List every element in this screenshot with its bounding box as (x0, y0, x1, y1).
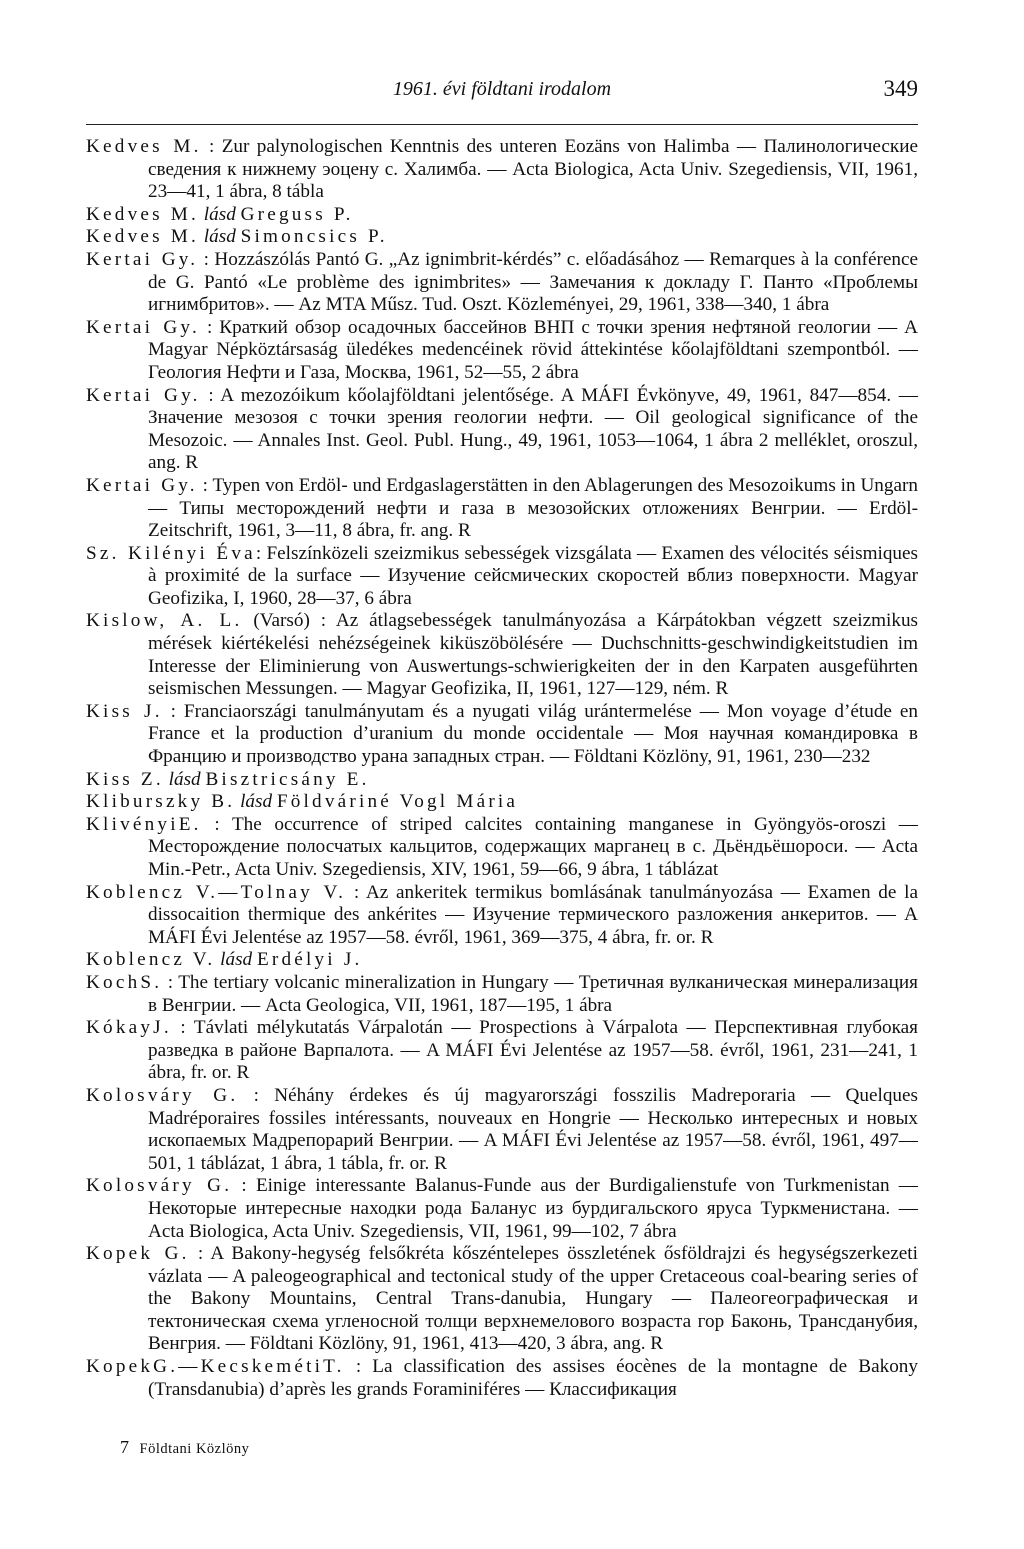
entry-reference-author: Simoncsics P. (240, 226, 388, 248)
entry-reference-author: Erdélyi J. (256, 949, 363, 971)
page-footer (120, 1437, 249, 1458)
entry-author: Kiss J. (86, 700, 163, 722)
entry-author: KókayJ. (86, 1017, 172, 1039)
entry-see-also: lásd (235, 791, 277, 813)
entry-see-also: lásd (199, 226, 241, 248)
bibliography-entry (86, 226, 918, 249)
bibliography-entry (86, 249, 918, 317)
entry-reference-author: Greguss P. (240, 203, 354, 225)
bibliography-entry (86, 882, 918, 950)
entry-text: : Felszínközeli szeizmikus sebességek vizsgálata — Examen des vélocités séismiques à proximité de la surface — Изучение сейсмических скоростей вблиз поверхности. Magyar Geofizika, I, 1960, 28—37, 6 ábra (148, 542, 919, 609)
entry-text: : Távlati mélykutatás Várpalotán — Prospections à Várpalota — Перспективная глубокая разведка в районе Варпалота. — A MÁFI Évi Jelentése az 1957—58. évről, 1961, 231—241, 1 ábra, fr. or. R (148, 1017, 918, 1084)
page-number: 349 (883, 76, 918, 101)
bibliography-entry (86, 814, 918, 882)
entry-author: KochS. (86, 971, 163, 993)
entry-text: : Néhány érdekes és új magyarországi fosszilis Madreporaria — Quelques Madréporaires fossiles intéressants, nouveaux en Hongrie — Несколько интересных и новых ископаемых Мадрепорарий Венгрии. — A MÁFI Évi Jelentése az 1957—58. évről, 1961, 497—501, 1 táblázat, 1 ábra, 1 tábla, fr. or. R (148, 1084, 918, 1174)
entry-text: : The occurrence of striped calcites containing manganese in Gyöngyös-oroszi — Месторождение полосчатых кальцитов, содержащих марганец в с. Дьëндьëшороси. — Acta Min.-Petr., Acta Univ. Szegediensis, XIV, 1961, 59—66, 9 ábra, 1 táblázat (148, 813, 918, 880)
footer-journal: Földtani Közlöny (139, 1441, 250, 1457)
entry-author: Kliburszky B. (86, 791, 236, 813)
entry-text: : A mezozóikum kőolajföldtani jelentősége. A MÁFI Évkönyve, 49, 1961, 847—854. — Значение мезозоя с точки зрения геологии нефти. — Oil geological significance of the Mesozoic. — Annales Inst. Geol. Publ. Hung., 49, 1961, 1053—1064, 1 ábra 2 melléklet, oroszul, ang. R (148, 384, 918, 474)
bibliography-entry (86, 317, 918, 385)
entry-author: Kiss Z. (86, 768, 164, 790)
entry-author: KlivényiE. (86, 813, 202, 835)
entry-text: : A Bakony-hegység felsőkréta kőszéntelepes összletének ősföldrajzi és hegységszerkezeti vázlata — A paleogeographical and tectonical study of the upper Cretaceous coal-bearing series of the Bakony Mountains, Central Trans-danubia, Hungary — Палеогеографическая и тектоническая схема угленосной толщи верхнемелового возраста гор Баконь, Трансданубия, Венгрия. — Földtani Közlöny, 91, 1961, 413—420, 3 ábra, ang. R (148, 1243, 918, 1355)
entry-author: Koblencz V.—Tolnay V. (86, 881, 347, 903)
page-header (86, 64, 918, 125)
bibliography-list (86, 136, 918, 1401)
entry-author: Kopek G. (86, 1243, 190, 1265)
bibliography-entry (86, 1356, 918, 1401)
signature-mark: 7 (120, 1437, 130, 1457)
bibliography-entry (86, 791, 918, 814)
entry-author: Kolosváry G. (86, 1175, 233, 1197)
entry-text: : Einige interessante Balanus-Funde aus der Burdigalienstufe von Turkmenistan — Некоторые интересные находки рода Баланус из бурдигальского яруса Туркменистана. — Acta Biologica, Acta Univ. Szegediensis, VII, 1961, 99—102, 7 ábra (148, 1175, 918, 1242)
page (86, 64, 918, 1401)
bibliography-entry (86, 1175, 918, 1243)
bibliography-entry (86, 949, 918, 972)
entry-text: : Hozzászólás Pantó G. „Az ignimbrit-kérdés” c. előadásához — Remarques à la conférence de G. Pantó «Le problème des ignimbrites» — Замечания к докладу Г. Панто «Проблемы игнимбритов». — Az MTA Műsz. Tud. Oszt. Közleményei, 29, 1961, 338—340, 1 ábra (148, 248, 918, 316)
entry-text: : Краткий обзор осадочных бассейнов ВНП с точки зрения нефтяной геологии — A Magyar Népköztársaság üledékes medencéinek rövid áttekintése kőolajföldtani szempontból. — Геология Нефти и Газа, Москва, 1961, 52—55, 2 ábra (148, 316, 918, 383)
bibliography-entry (86, 1085, 918, 1175)
bibliography-entry (86, 1017, 918, 1085)
entry-author: Kedves M. (86, 226, 199, 248)
entry-text: : Typen von Erdöl- und Erdgaslagerstätten in den Ablagerungen des Mesozoikums in Ungarn — Типы месторождений нефти и газа в мезозойских отложениях Венгрии. — Erdöl-Zeitschrift, 1961, 3—11, 8 ábra, fr. ang. R (148, 474, 918, 542)
bibliography-entry (86, 385, 918, 475)
bibliography-entry (86, 610, 918, 700)
entry-author: Kertai Gy. (86, 248, 199, 270)
entry-author: Koblencz V. (86, 949, 216, 971)
bibliography-entry (86, 1243, 918, 1356)
entry-author: Kedves M. (86, 136, 202, 157)
entry-see-also: lásd (199, 203, 241, 225)
running-title: 1961. évi földtani irodalom (392, 78, 612, 100)
entry-author: Kertai Gy. (86, 474, 198, 496)
bibliography-entry (86, 701, 918, 769)
entry-author: Kislow, A. L. (86, 610, 243, 632)
entry-text: : Zur palynologischen Kenntnis des unteren Eozäns von Halimba — Палинологические сведения к нижнему эоцену с. Халимба. — Acta Biologica, Acta Univ. Szegediensis, VII, 1961, 23—41, 1 ábra, 8 tábla (148, 136, 919, 203)
entry-reference-author: Földváriné Vogl Mária (276, 791, 519, 813)
entry-author: Sz. Kilényi Éva (86, 542, 256, 564)
entry-see-also: lásd (215, 949, 257, 971)
bibliography-entry (86, 543, 918, 611)
bibliography-entry (86, 972, 918, 1017)
bibliography-entry (86, 769, 918, 792)
entry-text: : Franciaországi tanulmányutam és a nyugati világ urántermelése — Mon voyage d’étude en France et la production d’uranium du monde occidentale — Моя научная командировка в Францию и производство урана западных стран. — Földtani Közlöny, 91, 1961, 230—232 (148, 700, 918, 768)
entry-author: KopekG.—KecskemétiT. (86, 1356, 345, 1378)
entry-text: : The tertiary volcanic mineralization in Hungary — Третичная вулканическая минерализация в Венгрии. — Acta Geologica, VII, 1961, 187—195, 1 ábra (148, 971, 918, 1016)
bibliography-entry (86, 475, 918, 543)
entry-text: : Az ankeritek termikus bomlásának tanulmányozása — Examen de la dissocaition thermique des ankérites — Изучение термического разложения анкеритов. — A MÁFI Évi Jelentése az 1957—58. évről, 1961, 369—375, 4 ábra, fr. or. R (148, 881, 918, 948)
entry-author: Kertai Gy. (86, 384, 201, 406)
entry-author: Kedves M. (86, 203, 199, 225)
entry-text: : La classification des assises éocènes de la montagne de Bakony (Transdanubia) d’après les grands Foraminiféres — Классификация (148, 1356, 918, 1400)
bibliography-entry (86, 136, 918, 204)
bibliography-entry (86, 204, 918, 227)
entry-author: Kolosváry G. (86, 1084, 239, 1106)
entry-text: (Varsó) : Az átlagsebességek tanulmányozása a Kárpátokban végzett szeizmikus mérések kiértékelési nehézségeinek kiküszöbölésére — Duchschnitts-geschwindigkeitstudien im Interesse der Eliminierung von Auswertungs-schwierigkeiten der in den Karpaten ausgeführten seismischen Messungen. — Magyar Geofizika, II, 1961, 127—129, ném. R (148, 610, 918, 700)
entry-author: Kertai Gy. (86, 316, 200, 338)
entry-see-also: lásd (163, 768, 206, 790)
entry-reference-author: Bisztricsány E. (205, 768, 370, 790)
